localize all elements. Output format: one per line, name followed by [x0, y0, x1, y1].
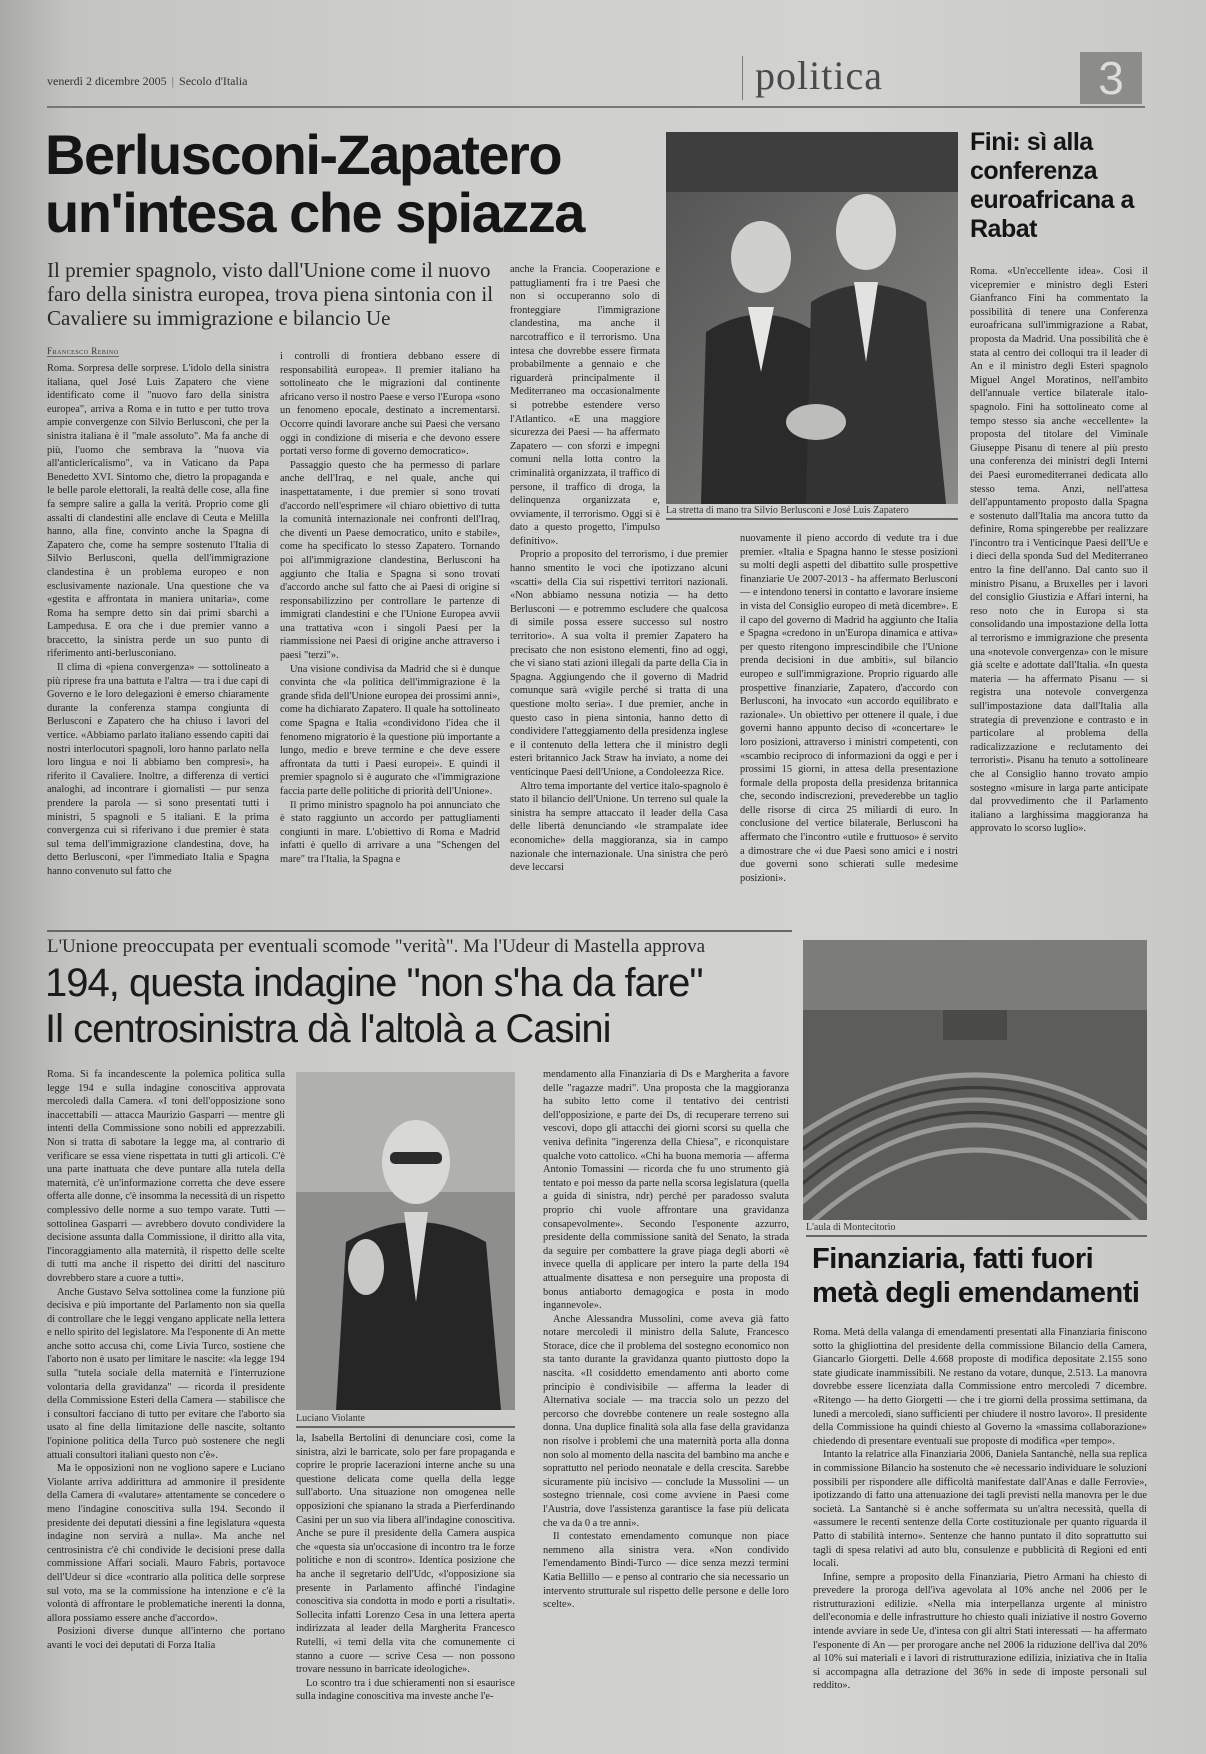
lead-byline: Francesco Rebino	[47, 346, 119, 356]
paragraph: Passaggio questo che ha permesso di parlare anche dell'Iraq, e nel quale, anche qui inaspettatamente, i due premier si sono trovati d'accordo nell'esprimere «il chiaro obiettivo di tutta la comunità internazionale nei confronti dell'Iraq, che diventi un Paese democratico, unito e stabile», come ha specificato lo stesso Zapatero. Tornando poi all'immigrazione clandestina, Berlusconi ha aggiunto che Italia e Spagna si sono trovati d'accordo anche sul fatto che ai Paesi di origine si responsabilizzino per controllare le partenze di immigrati clandestini e che l'Unione Europea avvii una trattativa «con i singoli Paesi per la riammissione nei Paesi di origine anche attraverso i paesi "terzi"».	[280, 459, 500, 662]
second-headline	[45, 960, 805, 1052]
finanziaria-headline: Finanziaria, fatti fuori metà degli emendamenti	[812, 1243, 1140, 1309]
paragraph: Roma. Metà della valanga di emendamenti presentati alla Finanziaria finiscono sotto la ghigliottina del presidente della commissione Bilancio della Camera, Giancarlo Giorgetti. Delle 4.668 proposte di modifica depositate 2.155 sono state giudicate inammissibili. Ne restano da votare, dunque, 2.513. La manovra dovrebbe essere licenziata dalla Commissione entro mercoledì 7 dicembre. «Ritengo — ha detto Giorgetti — che i tre giorni della prossima settimana, da lunedì a mercoledì, siano sufficienti per chiudere il nostro lavoro». Il presidente della Commissione ha quindi chiesto al Governo la «massima collaborazione» chiedendo di presentare eventuali sue proposte di modifica «per tempo».	[813, 1327, 1147, 1447]
paragraph: Una visione condivisa da Madrid che si è dunque convinta che «la politica dell'immigrazione è la grande sfida dell'Unione europea dei prossimi anni», come ha dichiarato Zapatero. Il quale ha sottolineato come Spagna e Italia «condividono l'idea che il fenomeno migratorio è la questione più importante a lungo, medio e breve termine e che deve essere affrontata da tutti i Paesi europei». E quindi il premier spagnolo si è augurato che «l'immigrazione faccia parte delle politiche di priorità dell'Unione».	[280, 663, 500, 797]
paragraph: Lo scontro tra i due schieramenti non si esaurisce sulla indagine conoscitiva ma investe anche l'e-	[296, 1677, 515, 1703]
violante-photo	[296, 1072, 515, 1410]
section-divider	[47, 930, 792, 932]
paragraph: i controlli di frontiera debbano essere di responsabilità europea». Il premier italiano ha sottolineato che le migrazioni dal continente africano verso il nostro Paese e verso l'Europa «sono un fenomeno epocale, destinato a incrementarsi. Occorre quindi lavorare anche sui Paesi che versano oggi in condizione di miseria e che devono essere portati verso forme di governo democratico».	[280, 351, 500, 458]
fini-headline: Fini: sì alla conferenza euroafricana a Rabat	[970, 128, 1134, 243]
paragraph: Il contestato emendamento comunque non piace nemmeno alla sinistra vera. «Non condivido l'emendamento Bindi-Turco — dice senza mezzi termini Katia Bellillo — e penso al contrario che sia necessario un intervento strutturale sul rispetto delle persone e delle loro scelte».	[543, 1531, 789, 1611]
paragraph: Roma. Sorpresa delle sorprese. L'idolo della sinistra italiana, quel José Luis Zapatero che viene identificato come il "nuovo faro della sinistra europea", arriva a Roma e in tutto e per tutto trova ampie convergenze con Silvio Berlusconi, che per la sinistra italiana è il "male assoluto". Ma fa anche di più, l'uomo che sembrava la "nuova via all'anticlericalismo", va in Vaticano da Papa Benedetto XVI. Sintomo che, dietro la propaganda e le belle parole elettorali, la realtà delle cose, alla fine fa sempre salire a galla la verità. Proprio come gli assalti di clandestini alle enclave di Ceuta e Melilla hanno, alla fine, convinto anche la Spagna di Zapatero che, come ha sempre sostenuto l'Italia di Silvio Berlusconi, quella dell'immigrazione clandestina è un problema europeo e non esclusivamente nazionale. Una questione che va «gestita e affrontata in maniera unitaria», come Roma ha sempre detto sin dai primi sbarchi a Lampedusa. E ora che i due premier vanno a braccetto, la sinistra perde un suo punto di riferimento anti-berlusconiano.	[47, 363, 269, 660]
paragraph: Roma. «Un'eccellente idea». Così il vicepremier e ministro degli Esteri Gianfranco Fini ha commentato la possibilità di tenere una Conferenza euroafricana sull'immigrazione a Rabat, proposta da Madrid. Una possibilità che è stata al centro dei colloqui tra il leader di An e il ministro degli Esteri spagnolo Miguel Angel Moratinos, nell'ambito dell'annuale vertice bilaterale italo-spagnolo. Fini ha sottolineato come al tempo stesso sia anche «eccellente» la proposta del titolare del Viminale Giuseppe Pisanu di tenere al più presto una conferenza dei ministri degli Interni dei Paesi euromediterranei dedicata allo stesso tema. Anzi, nell'attesa dell'appuntamento proposto dalla Spagna e sostenuto dall'Italia ma ancora tutto da definire, Roma spingerebbe per realizzare l'incontro tra i Venticinque Paesi dell'Ue e i dieci della sponda Sud del Mediterraneo entro la fine dell'anno. Dal canto suo il ministro Pisanu, a Bruxelles per i lavori del consiglio Giustizia e Affari interni, ha reso noto che in Europa si sta consolidando una impostazione della lotta al terrorismo e immigrazione che presenta una «notevole convergenza» con le misure già scelte e adottate dall'Italia. «In questa materia — ha affermato Pisanu — si registra una notevole convergenza sull'impostazione data dall'Italia alla strategia di prevenzione e contrasto e in particolare al problema della radicalizzazione e reclutamento dei terroristi». Pisanu ha tenuto a sottolineare che al Consiglio hanno trovato ampio sostegno «misure in larga parte anticipate dal provvedimento che il Parlamento italiano a larghissima maggioranza ha approvato lo scorso luglio».	[970, 266, 1148, 835]
finanziaria-article-body	[813, 1326, 1147, 1724]
lead-headline-line2: un'intesa che spiazza	[45, 181, 584, 244]
paragraph: Anche Gustavo Selva sottolinea come la funzione più decisiva e più importante del Parlamento non sia quella di controllare che le leggi vengano applicate nella lettera e nello spirito del legislatore. Ma l'esponente di An mette anche sotto accusa chi, come Livia Turco, sostiene che l'aborto non è usato per limitare le nascite: «la legge 194 sulla "tutela sociale della maternità e l'interruzione volontaria della gravidanza" — ricorda il presidente della Commissione Esteri della Camera — stabilisce che i consultori facciano di tutto per evitare che l'aborto sia usato al fine della limitazione delle nascite, soltanto l'opinione politica della Turco può sostenere che negli attuali consultori italiani questo non c'è».	[47, 1286, 285, 1461]
paragraph: nuovamente il pieno accordo di vedute tra i due premier. «Italia e Spagna hanno le stesse posizioni su molti degli aspetti del dibattito sulle prospettive finanziarie Ue 2007-2013 - ha affermato Berlusconi — e intendono tenersi in contatto e lavorare insieme in vista del Consiglio europeo di metà dicembre». E il capo del governo di Madrid ha aggiunto che Italia e Spagna «credono in un'Europa dinamica e attiva» per questo ritengono imprescindibile che l'Unione prenda decisioni in due ambiti», sul bilancio europeo e sull'immigrazione. Proprio riguardo alle prospettive finanziarie, Zapatero, d'accordo con Berlusconi, ha invocato «un accordo equilibrato e razionale». Un obiettivo per ottenere il quale, i due governi hanno appunto deciso di «concertare» le loro posizioni, attraverso i ministri competenti, con «scambio reciproco di informazioni da oggi e per i prossimi 15 giorni, in attesa della presentazione formale della proposta della presidenza britannica che, secondo indiscrezioni, prevederebbe un taglio delle risorse di circa 25 miliardi di euro. In conclusione del vertice bilaterale, Berlusconi ha affermato che l'incontro «utile e fruttuoso» è servito a dimostrare che «i due Paesi sono amici e i nostri due governi sono schierati sulle medesime posizioni».	[740, 533, 958, 884]
violante-photo-caption: Luciano Violante	[296, 1413, 515, 1428]
paragraph: Posizioni diverse dunque all'interno che portano avanti le voci dei deputati di Forza Italia	[47, 1626, 285, 1651]
lead-headline	[45, 123, 665, 244]
dateline: venerdì 2 dicembre 2005 | Secolo d'Italia	[47, 74, 248, 88]
lead-column-4	[740, 532, 958, 930]
paragraph: mendamento alla Finanziaria di Ds e Margherita a favore delle "ragazze madri". Una proposta che la maggioranza ha subito letto come il tentativo dei centristi dell'opposizione, e parte dei Ds, di recuperare terreno sui vescovi, dopo gli attacchi dei giorni scorsi su quella che veniva definita "ingerenza della Chiesa", e riconquistare qualche voto cattolico. «Chi ha buona memoria — afferma Antonio Tomassini — ricorda che fu uno strumento già tentato e poi messo da parte nella scorsa legislatura (quella a guida di sinistra, ndr) perché per paradosso svaluta proprio chi vuole affrontare una gravidanza consapevolmente». Secondo l'esponente azzurro, presidente della commissione sanità del Senato, la strada da seguire per combattere la grave piaga degli aborti «è invece quella di applicare per intero la parte della 194 attualmente disattesa e non perseguire una proposta di bonus antiaborto demagogica e posta in modo ingannevole».	[543, 1069, 789, 1312]
paragraph: Proprio a proposito del terrorismo, i due premier hanno smentito le voci che ipotizzano alcuni «scatti» della Cia sui rispettivi territori nazionali. «Non abbiamo nessuna notizia — ha detto Berlusconi — e potremmo escludere che qualcosa di simile possa essere successo sul nostro territorio». A sua volta il premier Zapatero ha precisato che non esistono elementi, fino ad oggi, che vi siano stati azioni illegali da parte della Cia in Spagna. Aggiungendo che il governo di Madrid comunque sarà «vigile perché si tratta di una questione molto seria». I due premier, anche in questo caso in piena sintonia, hanno detto di condividere l'atteggiamento della presidenza inglese e il contenuto della lettera che il ministro degli esteri britannico Jack Straw ha inviato, a nome dei venticinque Paesi dell'Unione, a Condoleezza Rice.	[510, 549, 728, 778]
paragraph: Il clima di «piena convergenza» — sottolineato a più riprese fra una battuta e l'altra — tra i due capi di Governo e le loro delegazioni è emerso chiaramente durante la conferenza stampa congiunta di Berlusconi e Zapatero che ha chiuso i lavori del vertice. «Abbiamo parlato italiano essendo capiti dai nostri interlocutori spagnoli, loro hanno parlato nella loro lingua e noi li abbiamo ben compresi», ha riferito il Cavaliere. Inoltre, a differenza di vertici analoghi, ad incontrare i giornalisti — pur senza prendere la parola — si sono presentati tutti i ministri, 5 spagnoli e 5 italiani. E la prima convergenza cui si riferivano i due premier è stata sul tema dell'immigrazione clandestina, dove, ha detto Berlusconi, «per l'immediato Italia e Spagna hanno convenuto sul fatto che	[47, 662, 269, 877]
paragraph: Ma le opposizioni non ne vogliono sapere e Luciano Violante arriva addirittura ad ammonire il presidente della Camera di «valutare» attentamente se concedere o meno l'indagine conoscitiva sulla 194. Secondo il presidente dei deputati diessini a fine legislatura «questa indagine non servirà a nulla». Ma anche nel centrosinistra c'è chi condivide le decisioni prese dalla commissione Affari sociali. Mauro Fabris, portavoce dell'Udeur si dice «contrario alla politica delle sorprese sul voto, ma se la commissione ha intenzione e c'è la volontà di affrontare le problematiche inerenti la donna, allora possiamo essere anche d'accordo».	[47, 1463, 285, 1624]
lead-subheadline: Il premier spagnolo, visto dall'Unione come il nuovo faro della sinistra europea, trova piena sintonia con il Cavaliere su immigrazione e bilancio Ue	[47, 258, 494, 330]
paragraph: Altro tema importante del vertice italo-spagnolo è stato il bilancio dell'Unione. Un terreno sul quale la sinistra ha sempre attaccato il leader della Casa delle libertà denunciando «le strampalate idee economiche» della maggioranza, sia in campo nazionale che internazionale. Una sinistra che però deve leccarsi	[510, 780, 728, 874]
paragraph: Infine, sempre a proposito della Finanziaria, Pietro Armani ha chiesto di prevedere la proroga dell'iva agevolata al 10% anche nel 2006 per le ristrutturazioni edilizie. «Nella mia interpellanza urgente al ministro dell'economia e delle infrastrutture ho chiesto quali iniziative il nostro Governo intende avviare in sede Ue, d'intesa con gli altri Stati interessati — ha affermato l'esponente di An — per prorogare anche nel 2006 la riduzione dell'iva dal 20% al 10% sui materiali e i lavori di ristrutturazione edilizia, iniziativa che in Italia si accompagna alla detrazione del 36% in sede di imposte personali sul reddito».	[813, 1571, 1147, 1692]
page-number: 3	[1080, 52, 1142, 104]
handshake-photo-caption: La stretta di mano tra Silvio Berlusconi e José Luis Zapatero	[666, 505, 958, 520]
paragraph: Il primo ministro spagnolo ha poi annunciato che è stato raggiunto un accordo per pattugliamenti congiunti in mare. L'obiettivo di Roma e Madrid infatti è quello di arrivare a una "Schengen del mare" tra l'Italia, la Spagna e	[280, 799, 500, 865]
newspaper-name: Secolo d'Italia	[179, 74, 248, 88]
section-title: politica	[742, 56, 883, 100]
second-column-1	[47, 1068, 285, 1724]
issue-date: venerdì 2 dicembre 2005	[47, 74, 167, 88]
lead-column-1	[47, 362, 269, 930]
paragraph: Anche Alessandra Mussolini, come aveva già fatto notare mercoledì il ministro della Salute, Francesco Storace, dice che il problema del sostegno economico non sta tanto durante la gravidanza quanto piuttosto dopo la nascita. «Il cosiddetto emendamento anti aborto come principio è condivisibile — afferma la leader di Alternativa sociale — ma traccia solo un pezzo del percorso che dovrebbe contenere un reale sostegno alla donna. Una duplice finalità sola alla fase della gravidanza non risolve i problemi che una maternità porta alla donna non solo al momento della nascita del bambino ma anche e soprattutto nel periodo neonatale e della crescita. Sarebbe sicuramente più incisivo — conclude la Mussolini — un sostegno triennale, così come avviene in Paesi come l'Austria, dove l'assistenza garantisce la fase più delicata che va da 0 a tre anni».	[543, 1313, 789, 1529]
lead-column-2	[280, 350, 500, 930]
second-column-3	[543, 1068, 789, 1724]
handshake-photo	[666, 132, 958, 504]
second-headline-line1: 194, questa indagine "non s'ha da fare"	[45, 961, 703, 1005]
montecitorio-photo	[803, 940, 1147, 1220]
paragraph: Intanto la relatrice alla Finanziaria 2006, Daniela Santanchè, nella sua replica in commissione Bilancio ha sostenuto che «è necessario individuare le soluzioni possibili per rispondere alle difficoltà manifestate dall'Anas e dalle Ferrovie», ipotizzando di fatto una attenuazione dei tagli previsti nella manovra per le due società. La Santanchè si è anche soffermata su un'altra necessità, quella di «assumere le recenti sentenze della Corte costituzionale per quanto riguarda il Patto di stabilità interno». Sentenze che hanno puntato il dito soprattutto sui tagli di spesa relativi ad auto blu, consulenze e pubblicità di Regioni ed enti locali.	[813, 1449, 1147, 1570]
second-kicker: L'Unione preoccupata per eventuali scomode "verità". Ma l'Udeur di Mastella approva	[47, 936, 706, 957]
paragraph: anche la Francia. Cooperazione e pattugliamenti fra i tre Paesi che non si occuperanno solo di fronteggiare l'immigrazione clandestina, ma anche il narcotraffico e il terrorismo. Una intesa che dovrebbe essere firmata probabilmente a gennaio e che riguarderà principalmente il Mediterraneo ma occasionalmente si potrebbe estendere verso l'Atlantico. «E una maggiore sicurezza dei Paesi — ha affermato Zapatero — con sforzi e impegni comuni nella lotta contro la criminalità organizzata, il traffico di persone, il traffico di droga, la delinquenza organizzata e, ovviamente, il terrorismo. Oggi si è dato a questo progetto, l'impulso definitivo».	[510, 264, 660, 547]
paragraph: la, Isabella Bertolini di denunciare così, come la sinistra, alzi le barricate, solo per fare propaganda e coprire le proprie lacerazioni interne anche su una questione delicata come quella della legge sull'aborto. Una situazione non omogenea nelle opposizioni che spianano la strada a Pierferdinando Casini per un suo via libera all'indagine conoscitiva. Anche se pure il presidente della Camera auspica che «questa sia un'occasione di incontro tra le forze politiche e non di scontro». Identica posizione che ha anche il segretario dell'Udc, «l'opposizione sia presente in Parlamento affinché l'indagine conoscitiva sia condotta in modo e porti a risultati». Sollecita infatti Lorenzo Cesa in una lettera aperta indirizzata al leader della Margherita Francesco Rutelli, «i temi della vita che comunemente ci stanno a cuore — scrive Cesa — non possono trovare nessuno in barricate ideologiche».	[296, 1433, 515, 1676]
second-column-2	[296, 1432, 515, 1724]
lead-headline-line1: Berlusconi-Zapatero	[45, 123, 562, 186]
montecitorio-photo-caption: L'aula di Montecitorio	[806, 1222, 1147, 1237]
paragraph: Roma. Si fa incandescente la polemica politica sulla legge 194 e sulla indagine conoscitiva approvata mercoledì dalla Camera. «I toni dell'opposizione sono inaccettabili — attacca Maurizio Gasparri — mentre gli intenti della Commissione sono nobili ed apprezzabili. Non si tratta di sabotare la legge ma, al contrario di verificare se essa viene rispettata in tutti gli articoli. C'è una parte inattuata che deve puntare alla tutela della maternità, c'è un'informazione corretta che deve essere offerta alle donne, c'è insomma la necessità di un rispetto complessivo delle norme a suo tempo varate. Tutti — sottolinea Gasparri — avrebbero dovuto condividere la decisione assunta dalla Commissione, il diritto alla vita, l'incoraggiamento alla maternità, il rispetto delle scelte di tutti ma anche il rispetto dei diritti del nascituro dovrebbero stare a cuore a tutti».	[47, 1069, 285, 1284]
fini-article-body	[970, 265, 1148, 930]
header-rule	[47, 106, 1145, 108]
second-headline-line2: Il centrosinistra dà l'altolà a Casini	[45, 1007, 611, 1051]
